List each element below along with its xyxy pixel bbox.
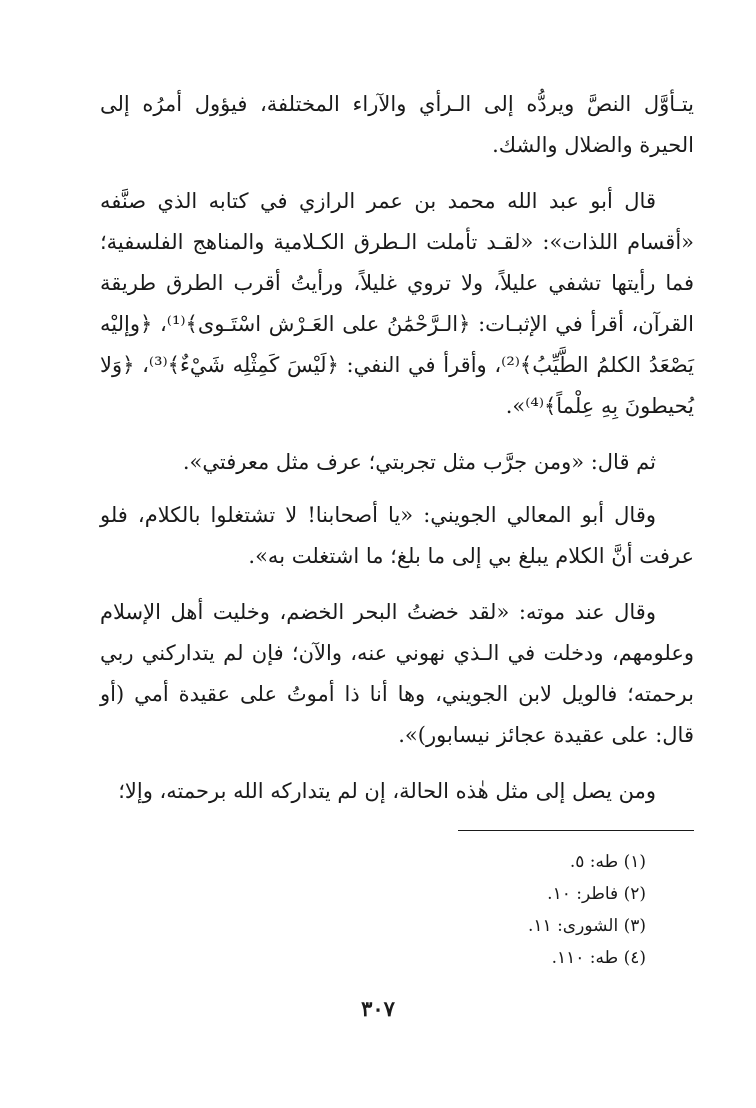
paragraph-1: يتـأوَّل النصَّ ويردُّه إلى الـرأي والآراء المختلفة، فيؤول أمرُه إلى الحيرة والضلال والشك. [100,92,694,157]
page-number: ٣٠٧ [361,996,395,1021]
paragraph-6: ومن يصل إلى مثل هٰذه الحالة، إن لم يتداركه الله برحمته، وإلا؛ [118,779,656,803]
paragraph-4: وقال أبو المعالي الجويني: «يا أصحابنا! لا تشتغلوا بالكلام، فلو عرفت أنَّ الكلام يبلغ بي إلى ما بلغ؛ ما اشتغلت به». [100,503,694,568]
footnote-2: (٢) فاطر: ١٠. [547,884,646,904]
paragraph-5: وقال عند موته: «لقد خضتُ البحر الخضم، وخليت أهل الإسلام وعلومهم، ودخلت في الـذي نهوني عنه، والآن؛ فإن لم يتداركني ربي برحمته؛ فالويل لابن الجويني، وها أنا ذا أموتُ على عقيدة أمي (أو قال: على عقيدة عجائز نيسابور)». [100,600,694,747]
footnotes-list [246,846,646,974]
footnote-divider [458,830,694,831]
paragraph-3: ثم قال: «ومن جرَّب مثل تجربتي؛ عرف مثل معرفتي». [182,450,656,474]
paragraph-2: قال أبو عبد الله محمد بن عمر الرازي في كتابه الذي صنَّفه «أقسام اللذات»: «لقـد تأملت الـطرق الكـلامية والمناهج الفلسفية؛ فما رأيتها تشفي عليلاً، ولا تروي غليلاً، ورأيتُ أقرب الطرق طريقة القرآن، أقرأ في الإثبـات: ﴿الـرَّحْمَٰنُ على العَـرْش اسْتَـوى﴾⁽¹⁾، ﴿وإليْه يَصْعَدُ الكلمُ الطَّيِّبُ﴾⁽²⁾، وأقرأ في النفي: ﴿لَيْسَ كَمِثْلِه شَيْءٌ﴾⁽³⁾، ﴿وَلا يُحيطونَ بِهِ عِلْماً﴾⁽⁴⁾». [100,189,694,418]
body-text [100,84,694,827]
footnote-4: (٤) طه: ١١٠. [551,948,646,968]
footnote-1: (١) طه: ٥. [569,852,646,872]
footnote-3: (٣) الشورى: ١١. [528,916,646,936]
